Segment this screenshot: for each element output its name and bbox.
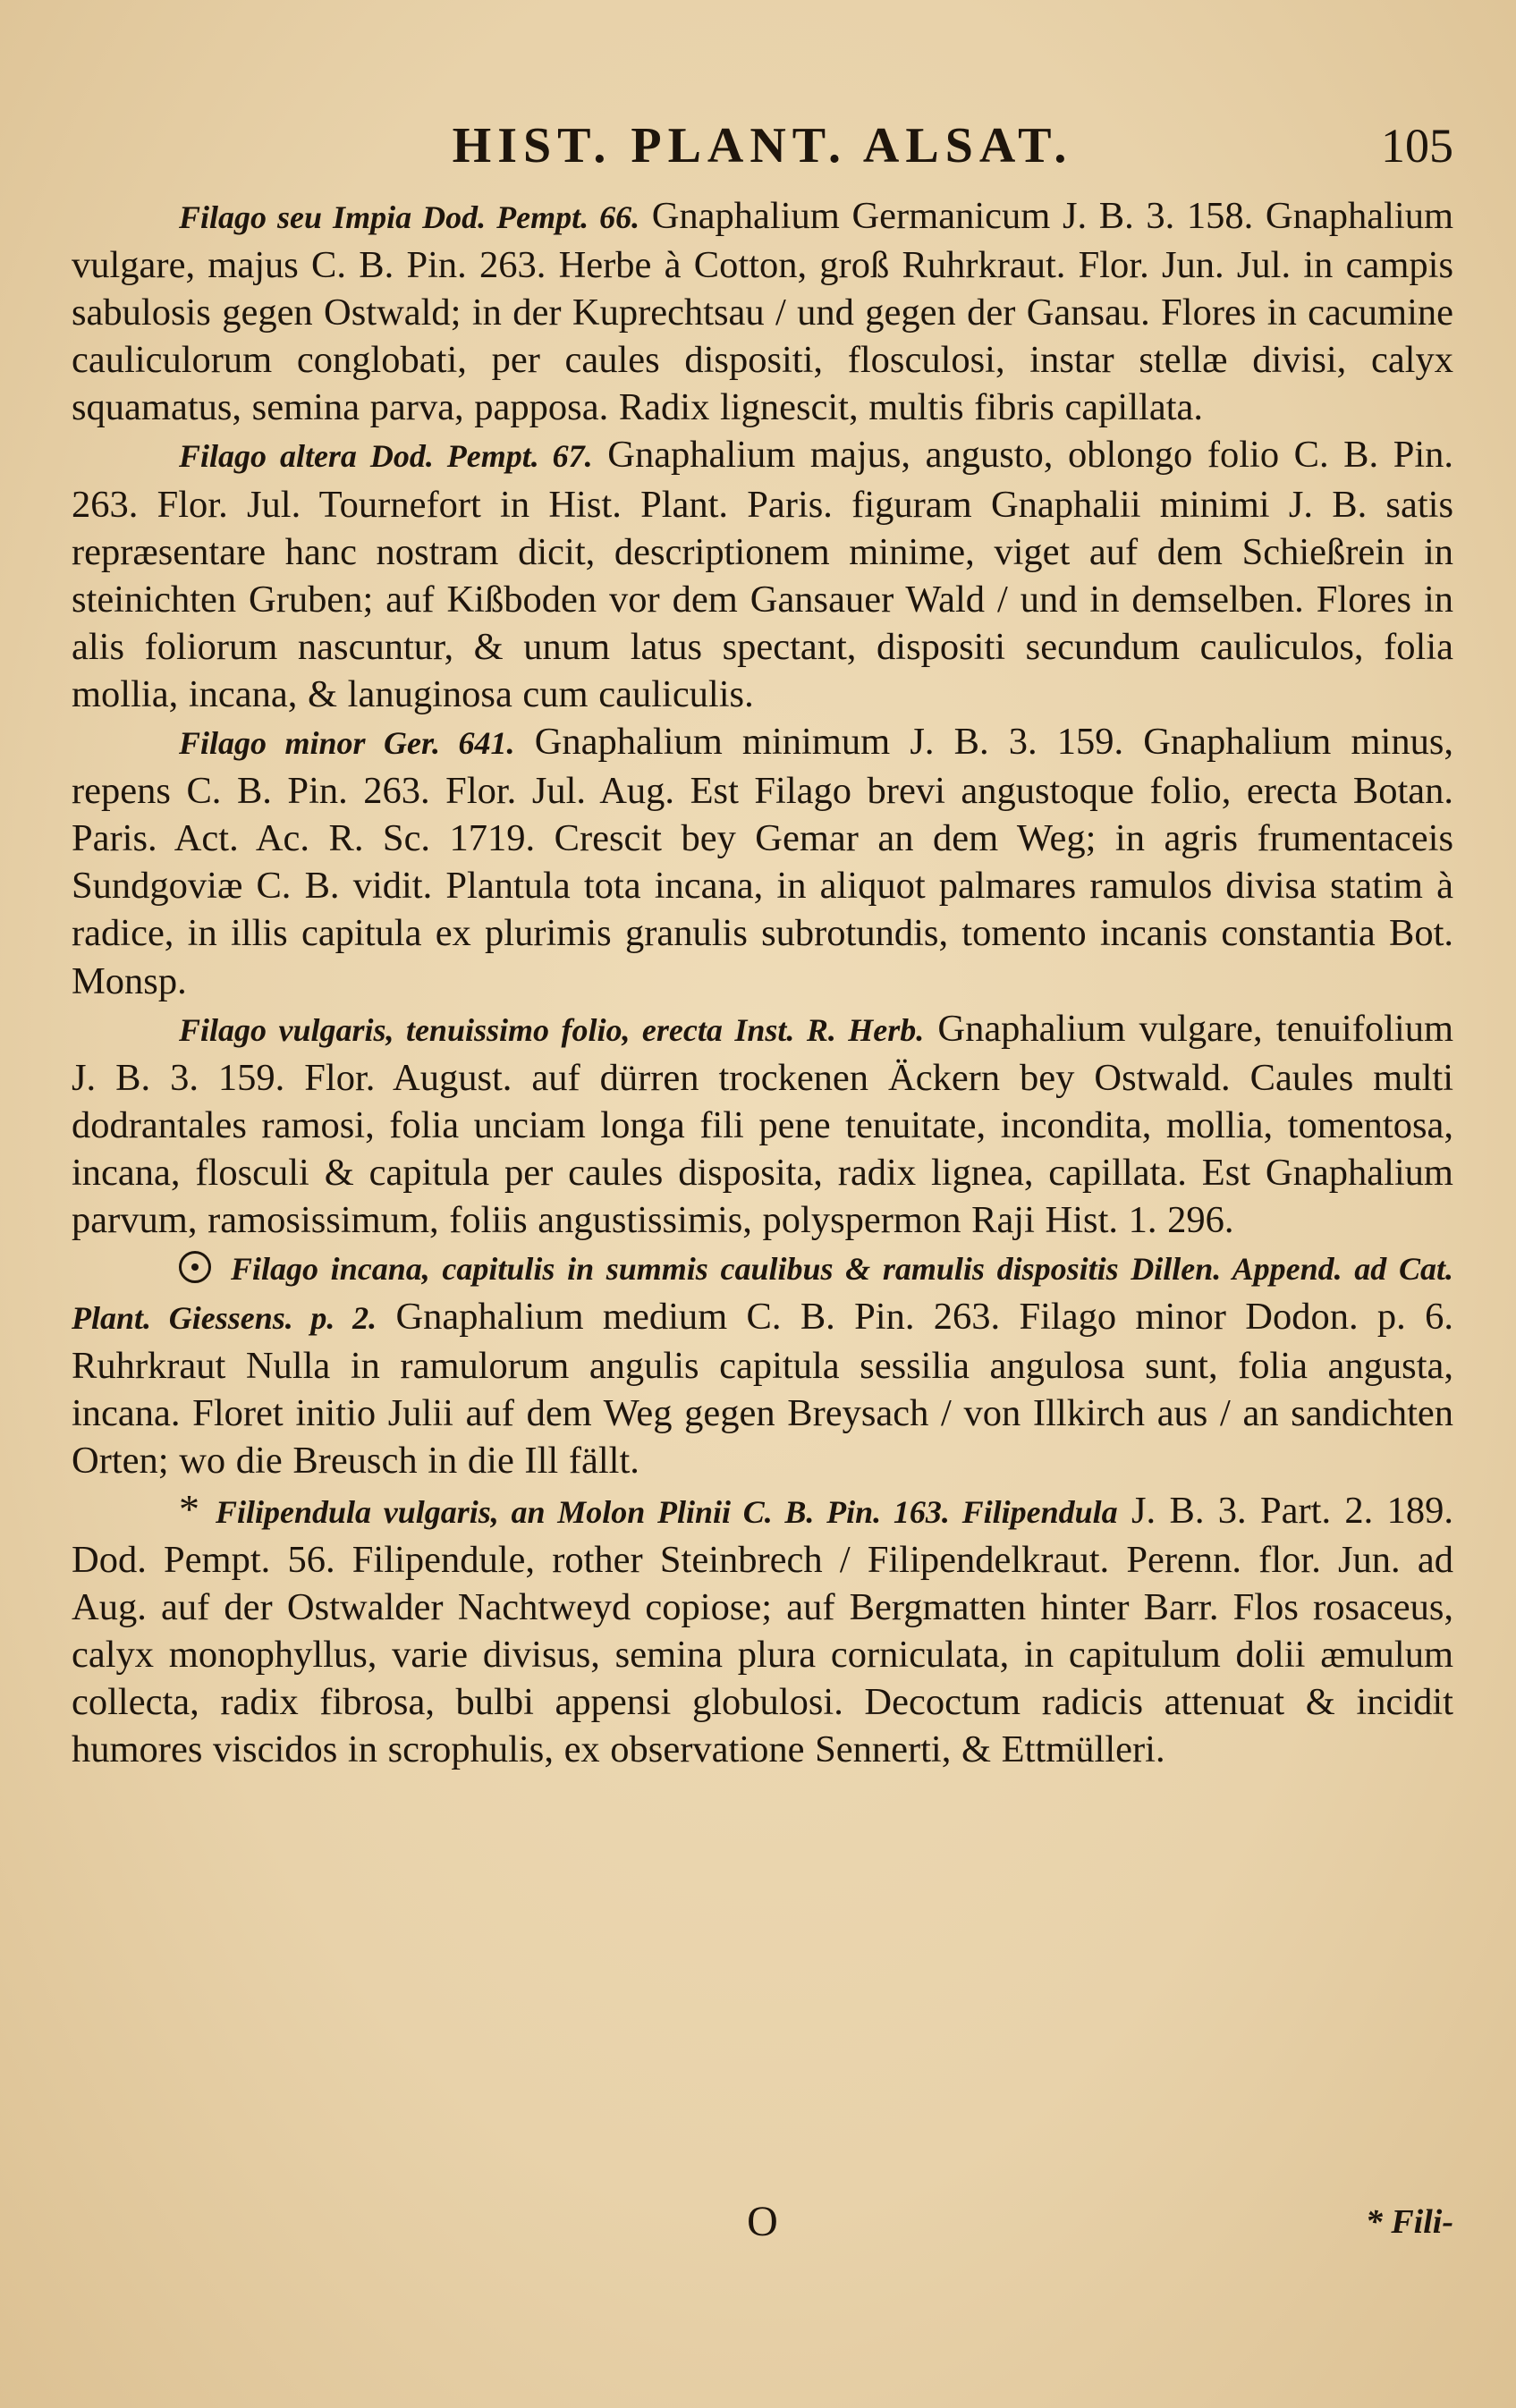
body-text	[72, 192, 1453, 1773]
entry-lead: Filago minor Ger. 641.	[179, 725, 515, 762]
entry-text: J. B. 3. Part. 2. 189. Dod. Pempt. 56. Filipendule, rother Steinbrech / Filipendelkraut. Perenn. flor. Jun. ad Aug. auf der Ostwalder Nachtweyd copiose; auf Bergmatten hinter Barr. Flos rosaceus, calyx monophyllus, varie divisus, semina plura corniculata, in capitulum dolii æmulum collecta, radix fibrosa, bulbi appensi globulosi. Decoctum radicis attenuat & incidit humores viscidos in scrophulis, ex observatione Sennerti, & Ettmülleri.	[72, 1489, 1453, 1770]
entry-text: Gnaphalium Germanicum J. B. 3. 158. Gnaphalium vulgare, majus C. B. Pin. 263. Herbe à Cotton, groß Ruhrkraut. Flor. Jun. Jul. in campis sabulosis gegen Ostwald; in der Kuprechtsau / und gegen der Gansau. Flores in cacumine cauliculorum conglobati, per caules dispositi, flosculosi, instar stellæ divisi, calyx squamatus, semina parva, papposa. Radix lignescit, multis fibris capillata.	[72, 195, 1454, 429]
entry-lead: Filago vulgaris, tenuissimo folio, erecta Inst. R. Herb.	[179, 1011, 925, 1048]
entry-filipendula	[72, 1485, 1453, 1774]
asterisk-icon: *	[179, 1485, 199, 1532]
entry-text: Gnaphalium vulgare, tenuifolium J. B. 3. 159. Flor. August. auf dürren trockenen Äckern bey Ostwald. Caules multi dodrantales ramosi, folia unciam longa fili pene tenuitate, incondita, mollia, tomentosa, incana, flosculi & capitula per caules disposita, radix lignea, capillata. Est Gnaphalium parvum, ramosissimum, foliis angustissimis, polyspermon Raji Hist. 1. 296.	[72, 1007, 1454, 1241]
page-footer	[72, 2186, 1453, 2258]
entry-text: Gnaphalium majus, angusto, oblongo folio C. B. Pin. 263. Flor. Jul. Tournefort in Hist. Plant. Paris. figuram Gnaphalii minimi J. B. satis repræsentare hanc nostram dicit, descriptionem minime, viget auf dem Schießrein in steinichten Gruben; auf Kißboden vor dem Gansauer Wald / und in demselben. Flores in alis foliorum nascuntur, & unum latus spectant, dispositi secundum cauliculos, folia mollia, incana, & lanuginosa cum cauliculis.	[72, 434, 1454, 715]
circle-dot-icon	[179, 1251, 211, 1283]
catchword: * Fili-	[1365, 2203, 1453, 2241]
entry-lead: Filipendula vulgaris, an Molon Plinii C. B. Pin. 163. Filipendula	[216, 1493, 1118, 1530]
entry-text: Gnaphalium medium C. B. Pin. 263. Filago minor Dodon. p. 6. Ruhrkraut Nulla in ramulorum angulis capitula sessilia angulosa sunt, folia angusta, incana. Floret initio Julii auf dem Weg gegen Breysach / von Illkirch aus / an sandichten Orten; wo die Breusch in die Ill fällt.	[72, 1296, 1453, 1483]
entry-filago-minor	[72, 718, 1453, 1005]
entry-text: Gnaphalium minimum J. B. 3. 159. Gnaphalium minus, repens C. B. Pin. 263. Flor. Jul. Aug. Est Filago brevi angustoque folio, erecta Botan. Paris. Act. Ac. R. Sc. 1719. Crescit bey Gemar an dem Weg; in agris frumentaceis Sundgoviæ C. B. vidit. Plantula tota incana, in aliquot palmares ramulos divisa statim à radice, in illis capitula ex plurimis granulis subrotundis, tomento incanis constantia Bot. Monsp.	[72, 721, 1453, 1002]
entry-filago-impia	[72, 192, 1453, 431]
entry-filago-incana	[72, 1244, 1453, 1484]
signature-mark: O	[747, 2198, 778, 2245]
entry-lead: Filago incana, capitulis in summis caulibus & ramulis dispositis Dillen. Append. ad Cat. Plant. Giessens. p. 2.	[72, 1251, 1453, 1337]
entry-filago-altera	[72, 431, 1453, 718]
running-title: HIST. PLANT. ALSAT.	[452, 118, 1073, 173]
entry-lead: Filago seu Impia Dod. Pempt. 66.	[179, 199, 640, 235]
page-header	[72, 106, 1453, 186]
page-number: 105	[1381, 119, 1453, 173]
entry-filago-vulgaris	[72, 1005, 1453, 1244]
entry-lead: Filago altera Dod. Pempt. 67.	[179, 438, 593, 475]
